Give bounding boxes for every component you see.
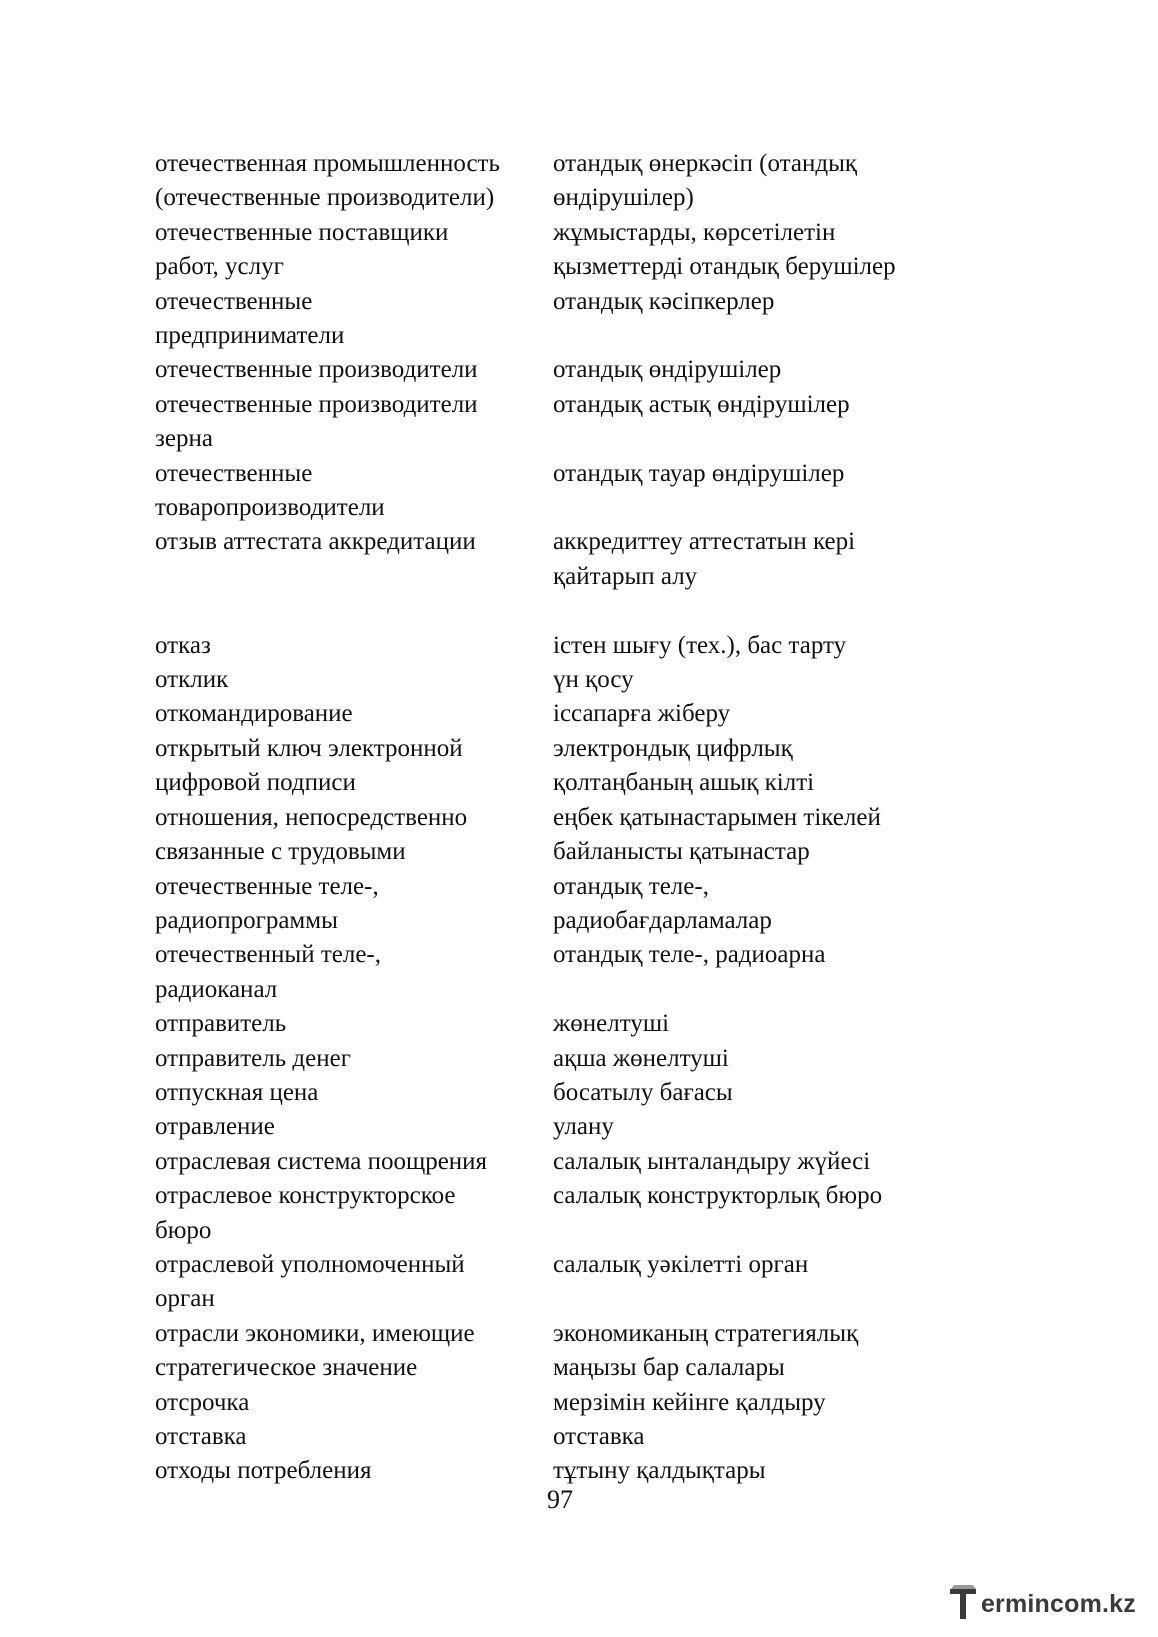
kazakh-term: жөнелтуші [553,1010,670,1038]
russian-term: отраслевой уполномоченный орган [155,1250,465,1313]
kazakh-term: ақша жөнелтуші [553,1044,729,1072]
glossary-entries [155,147,955,1489]
kazakh-term: босатылу бағасы [553,1078,733,1106]
kazakh-term: іссапарға жіберу [553,700,731,728]
kazakh-term: аккредиттеу аттестатын кері қайтарып алу [553,528,856,590]
kazakh-term: отставка [553,1423,645,1451]
glossary-entry [155,732,955,801]
kazakh-term: мерзімін кейінге қалдыру [553,1388,826,1416]
glossary-entry [155,1454,955,1488]
kazakh-term: электрондық цифрлық қолтаңбаның ашық кілті [553,734,815,797]
glossary-entry [155,1420,955,1454]
glossary-entry [155,1179,955,1248]
kazakh-term: экономиканың стратегиялық маңызы бар салалары [553,1319,859,1382]
glossary-entry [155,1145,955,1179]
russian-term: отечественный теле-, радиоканал [155,941,381,1003]
russian-term: отечественные теле-, радиопрограммы [155,872,379,934]
russian-term: отправитель [155,1010,287,1038]
kazakh-term: отандық өнеркәсіп (отандық өндірушілер) [553,150,858,212]
kazakh-term: жұмыстарды, көрсетілетін қызметтерді отандық берушілер [553,218,896,281]
kazakh-term: салалық ынталандыру жүйесі [553,1147,871,1175]
kazakh-term: отандық тауар өндірушілер [553,459,845,487]
glossary-entry [155,147,955,216]
russian-term: отпускная цена [155,1078,319,1106]
russian-term: отзыв аттестата аккредитации [155,528,476,556]
russian-term: откомандирование [155,700,353,728]
glossary-entry [155,1042,955,1076]
kazakh-term: отандық теле-, радиобағдарламалар [553,872,772,934]
glossary-entry [155,1248,955,1317]
russian-term: отечественная промышленность (отечественные производители) [155,150,500,212]
russian-term: отправитель денег [155,1044,351,1072]
glossary-entry [155,388,955,457]
russian-term: открытый ключ электронной цифровой подписи [155,734,463,797]
termincom-logo-icon [949,1583,979,1623]
glossary-entry [155,353,955,387]
russian-term: отрасли экономики, имеющие стратегическое значение [155,1319,475,1382]
kazakh-term: істен шығу (тех.), бас тарту [553,631,847,659]
kazakh-term: салалық уәкілетті орган [553,1250,809,1278]
glossary-entry [155,1317,955,1386]
glossary-entry [155,525,955,594]
glossary-entry [155,801,955,870]
russian-term: отечественные товаропроизводители [155,459,385,522]
glossary-entry [155,663,955,697]
kazakh-term: отандық өндірушілер [553,356,782,384]
glossary-entry [155,629,955,663]
kazakh-term: үн қосу [553,666,634,694]
kazakh-term: салалық конструкторлық бюро [553,1182,883,1210]
russian-term: отраслевое конструкторское бюро [155,1182,456,1244]
russian-term: отказ [155,631,211,659]
glossary-entry [155,1076,955,1110]
glossary-entry [155,938,955,1007]
russian-term: отклик [155,666,229,694]
glossary-entry [155,216,955,285]
kazakh-term: отандық астық өндірушілер [553,390,850,418]
page-number: 97 [547,1485,573,1514]
glossary-entry [155,285,955,354]
glossary-entry [155,1110,955,1144]
kazakh-term: еңбек қатынастарымен тікелей байланысты қатынастар [553,803,881,866]
glossary-entry [155,457,955,526]
russian-term: отечественные производители [155,356,478,384]
russian-term: отсрочка [155,1388,250,1416]
watermark-text: ermincom.kz [980,1590,1136,1618]
termincom-watermark [949,1583,1136,1623]
russian-term: отходы потребления [155,1457,372,1485]
russian-term: отечественные производители зерна [155,390,478,453]
russian-term: отставка [155,1423,247,1451]
russian-term: отношения, непосредственно связанные с трудовыми [155,803,468,866]
russian-term: отраслевая система поощрения [155,1147,488,1175]
glossary-entry [155,870,955,939]
glossary-entry [155,1007,955,1041]
glossary-entry [155,1386,955,1420]
kazakh-term: отандық кәсіпкерлер [553,287,775,315]
glossary-entry [155,697,955,731]
kazakh-term: отандық теле-, радиоарна [553,941,826,969]
russian-term: отечественные поставщики работ, услуг [155,218,449,281]
russian-term: отравление [155,1113,275,1141]
russian-term: отечественные предприниматели [155,287,345,350]
kazakh-term: улану [553,1113,614,1141]
kazakh-term: тұтыну қалдықтары [553,1457,766,1485]
